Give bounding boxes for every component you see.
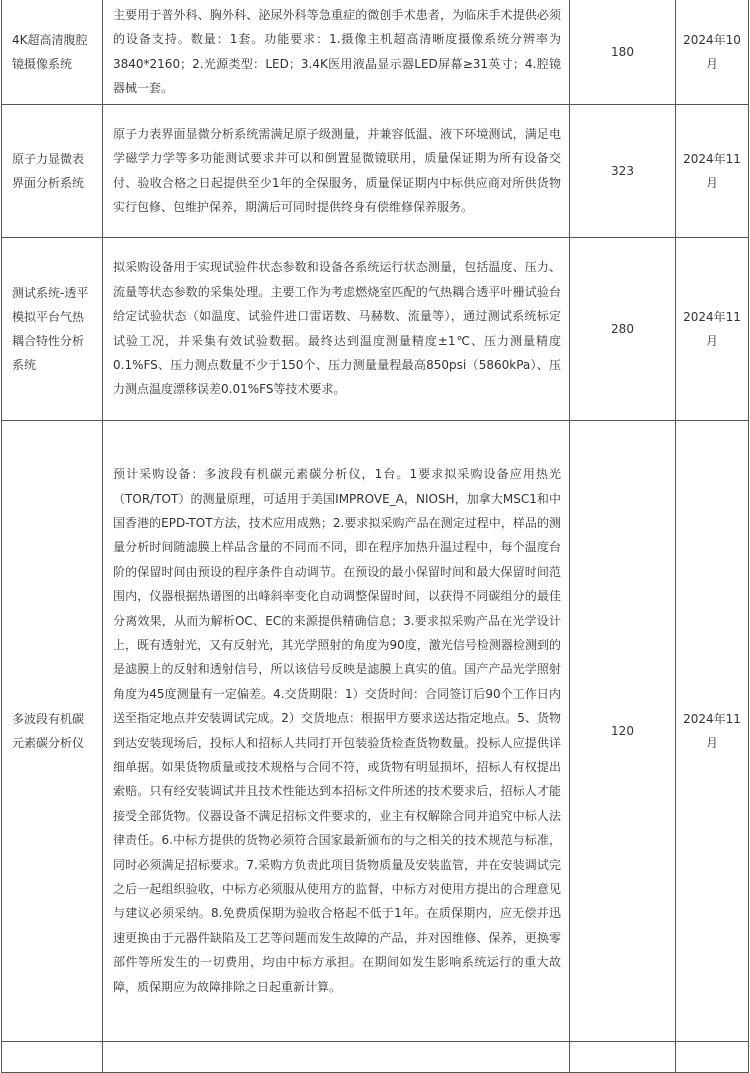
table-row (2, 420, 749, 1041)
equipment-quantity: 180 (570, 0, 676, 104)
procurement-table (1, 0, 749, 1073)
equipment-description: 原子力表界面显微分析系统需满足原子级测量，并兼容低温、液下环境测试，满足电学磁学力学等多功能测试要求并可以和倒置显微镜联用，质量保证期为所有设备交付、验收合格之日起提供至少1年的全保服务，质量保证期内中标供应商对所供货物实行包修、包维护保养，期满后可同时提供终身有偿维修保养服务。 (103, 104, 570, 237)
delivery-date: 2024年11月 (676, 420, 749, 1041)
empty-cell (570, 1041, 676, 1072)
equipment-name: 测试系统-透平模拟平台气热耦合特性分析系统 (2, 237, 103, 420)
equipment-description: 拟采购设备用于实现试验件状态参数和设备各系统运行状态测量，包括温度、压力、流量等状态参数的采集处理。主要工作为考虑燃烧室匹配的气热耦合透平叶栅试验台给定试验状态（如温度、试验件进口雷诺数、马赫数、流量等），通过测试系统标定试验工况，并采集有效试验数据。最终达到温度测量精度±1℃、压力测量精度0.1%FS、压力测点数量不少于150个、压力测量量程最高850psi（5860kPa）、压力测点温度漂移误差0.01%FS等技术要求。 (103, 237, 570, 420)
delivery-date: 2024年11月 (676, 104, 749, 237)
equipment-quantity: 280 (570, 237, 676, 420)
table-row (2, 0, 749, 104)
empty-cell (676, 1041, 749, 1072)
equipment-name: 原子力显微表界面分析系统 (2, 104, 103, 237)
equipment-description: 预计采购设备：多波段有机碳元素碳分析仪，1台。1要求拟采购设备应用热光（TOR/TOT）的测量原理，可适用于美国IMPROVE_A，NIOSH，加拿大MSC1和中国香港的EPD-TOT方法，技术应用成熟；2.要求拟采购产品在测定过程中，样品的测量分析时间随滤膜上样品含量的不同而不同，即在程序加热升温过程中，每个温度台阶的保留时间由预设的程序条件自动调节。在预设的最小保留时间和最大保留时间范围内，仪器根据热谱图的出峰斜率变化自动调整保留时间，以获得不同碳组分的最佳分离效果，从而为解析OC、EC的来源提供精确信息；3.要求拟采购产品在光学设计上，既有透射光，又有反射光，其光学照射的角度为90度，激光信号检测器检测到的是滤膜上的反射和透射信号，所以该信号反映是滤膜上真实的值。国产产品光学照射角度为45度测量有一定偏差。4.交货期限：1）交货时间：合同签订后90个工作日内送至指定地点并安装调试完成。2）交货地点：根据甲方要求送达指定地点。5、货物到达安装现场后，投标人和招标人共同打开包装验货检查货物数量。投标人应提供详细单据。如果货物质量或技术规格与合同不符，或货物有明显损坏，招标人有权提出索赔。只有经安装调试并且技术性能达到本招标文件所述的技术要求后，招标人才能接受全部货物。仪器设备不满足招标文件要求的，业主有权解除合同并追究中标人法律责任。6.中标方提供的货物必须符合国家最新颁布的与之相关的技术规范与标准，同时必须满足招标要求。7.采购方负责此项目货物质量及安装监管，并在安装调试完之后一起组织验收，中标方必须服从使用方的监督，中标方对使用方提出的合理意见与建议必须采纳。8.免费质保期为验收合格起不低于1年。在质保期内，应无偿并迅速更换由于元器件缺陷及工艺等问题而发生故障的产品，并对因维修、保养，更换零部件等所发生的一切费用，均由中标方承担。在期间如发生影响系统运行的重大故障，质保期应为故障排除之日起重新计算。 (103, 420, 570, 1041)
equipment-name: 4K超高清腹腔镜摄像系统 (2, 0, 103, 104)
table-row-partial (2, 1041, 749, 1072)
equipment-description: 主要用于普外科、胸外科、泌尿外科等急重症的微创手术患者，为临床手术提供必须的设备支持。数量：1套。功能要求：1.摄像主机超高清晰度摄像系统分辨率为3840*2160；2.光源类型：LED；3.4K医用液晶显示器LED屏幕≥31英寸；4.腔镜器械一套。 (103, 0, 570, 104)
delivery-date: 2024年11月 (676, 237, 749, 420)
equipment-name: 多波段有机碳元素碳分析仪 (2, 420, 103, 1041)
table-row (2, 237, 749, 420)
table-body (2, 0, 749, 1072)
empty-cell (103, 1041, 570, 1072)
equipment-quantity: 323 (570, 104, 676, 237)
empty-cell (2, 1041, 103, 1072)
table-row (2, 104, 749, 237)
equipment-quantity: 120 (570, 420, 676, 1041)
delivery-date: 2024年10月 (676, 0, 749, 104)
